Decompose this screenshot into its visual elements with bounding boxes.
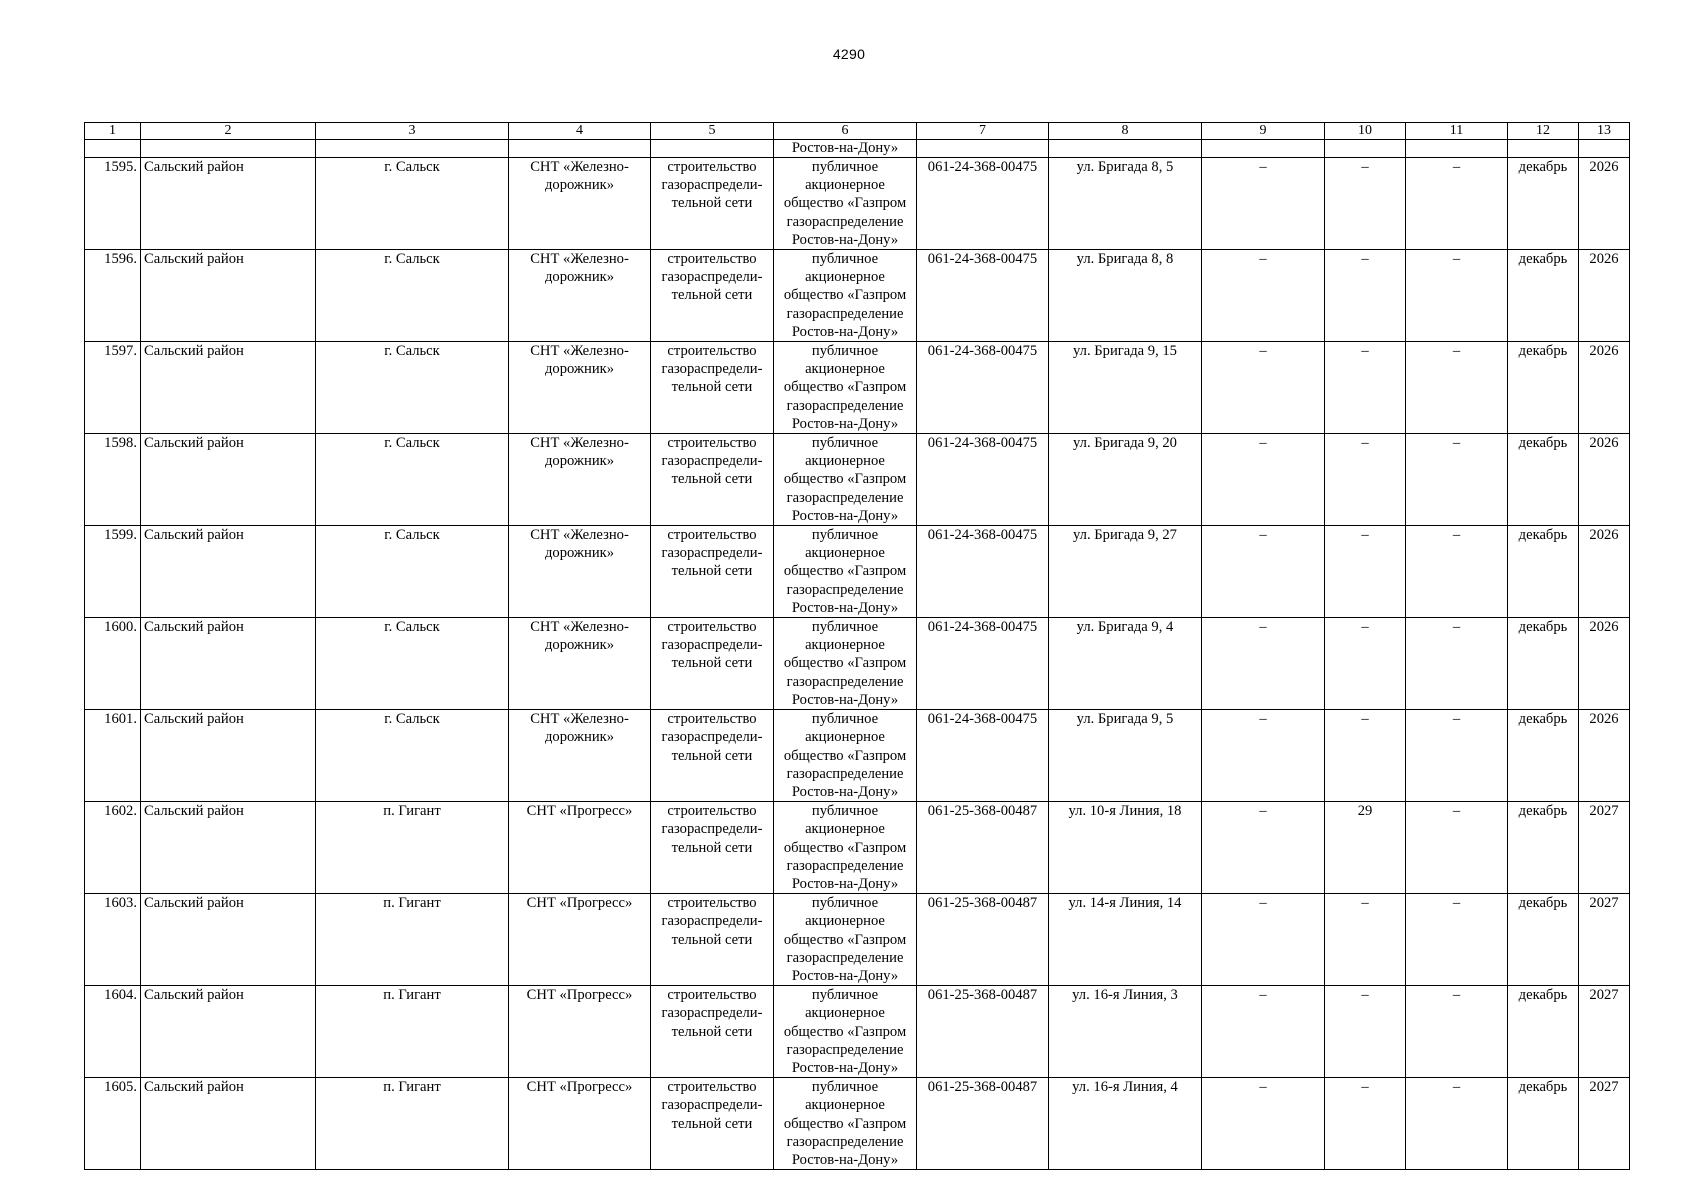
month-cell: декабрь: [1508, 434, 1579, 526]
month-cell: декабрь: [1508, 526, 1579, 618]
month-cell: декабрь: [1508, 250, 1579, 342]
registry-table: [84, 122, 1630, 1170]
column-number: 12: [1508, 123, 1579, 140]
column-11-cell: –: [1406, 434, 1508, 526]
year-cell: 2027: [1579, 894, 1630, 986]
snt-cell: СНТ «Прогресс»: [509, 1078, 651, 1170]
district-cell: Сальский район: [141, 526, 316, 618]
column-11-cell: –: [1406, 526, 1508, 618]
row-number: 1599.: [85, 526, 141, 618]
program-code-cell: 061-24-368-00475: [917, 618, 1049, 710]
locality-cell: г. Сальск: [316, 250, 509, 342]
table-cell: [1325, 140, 1406, 158]
column-10-cell: –: [1325, 894, 1406, 986]
column-number: 10: [1325, 123, 1406, 140]
work-type-cell: строительство газораспредели-тельной сети: [651, 1078, 774, 1170]
program-code-cell: 061-25-368-00487: [917, 802, 1049, 894]
column-11-cell: –: [1406, 158, 1508, 250]
row-number: 1596.: [85, 250, 141, 342]
table-cell: [1202, 140, 1325, 158]
table-cell: [1579, 140, 1630, 158]
district-cell: Сальский район: [141, 986, 316, 1078]
row-number: 1597.: [85, 342, 141, 434]
table-row: [85, 710, 1630, 802]
district-cell: Сальский район: [141, 618, 316, 710]
locality-cell: г. Сальск: [316, 618, 509, 710]
column-10-cell: 29: [1325, 802, 1406, 894]
column-10-cell: –: [1325, 250, 1406, 342]
column-number: 1: [85, 123, 141, 140]
address-cell: ул. Бригада 9, 4: [1049, 618, 1202, 710]
table-cell: [1508, 140, 1579, 158]
district-cell: Сальский район: [141, 250, 316, 342]
month-cell: декабрь: [1508, 802, 1579, 894]
locality-cell: г. Сальск: [316, 710, 509, 802]
address-cell: ул. Бригада 8, 8: [1049, 250, 1202, 342]
table-cell: [651, 140, 774, 158]
locality-cell: п. Гигант: [316, 1078, 509, 1170]
table-row: [85, 986, 1630, 1078]
address-cell: ул. Бригада 9, 20: [1049, 434, 1202, 526]
table-row: [85, 802, 1630, 894]
organization-cell: публичное акционерное общество «Газпром газораспределение Ростов-на-Дону»: [774, 158, 917, 250]
column-10-cell: –: [1325, 434, 1406, 526]
row-number: 1598.: [85, 434, 141, 526]
table-row: [85, 342, 1630, 434]
table-cell: [509, 140, 651, 158]
row-number: 1603.: [85, 894, 141, 986]
work-type-cell: строительство газораспредели-тельной сети: [651, 526, 774, 618]
year-cell: 2026: [1579, 250, 1630, 342]
column-number: 4: [509, 123, 651, 140]
column-9-cell: –: [1202, 158, 1325, 250]
column-9-cell: –: [1202, 802, 1325, 894]
locality-cell: г. Сальск: [316, 526, 509, 618]
snt-cell: СНТ «Железно-дорожник»: [509, 342, 651, 434]
column-9-cell: –: [1202, 434, 1325, 526]
column-9-cell: –: [1202, 986, 1325, 1078]
table-cell: [1049, 140, 1202, 158]
row-number: 1601.: [85, 710, 141, 802]
month-cell: декабрь: [1508, 894, 1579, 986]
table-row: [85, 894, 1630, 986]
district-cell: Сальский район: [141, 1078, 316, 1170]
year-cell: 2026: [1579, 342, 1630, 434]
work-type-cell: строительство газораспредели-тельной сети: [651, 434, 774, 526]
organization-cell: публичное акционерное общество «Газпром газораспределение Ростов-на-Дону»: [774, 526, 917, 618]
address-cell: ул. 16-я Линия, 4: [1049, 1078, 1202, 1170]
year-cell: 2026: [1579, 526, 1630, 618]
year-cell: 2027: [1579, 1078, 1630, 1170]
table-row: [85, 1078, 1630, 1170]
snt-cell: СНТ «Прогресс»: [509, 802, 651, 894]
page-number: 4290: [832, 46, 866, 62]
table-row: [85, 526, 1630, 618]
column-11-cell: –: [1406, 986, 1508, 1078]
column-11-cell: –: [1406, 802, 1508, 894]
column-number: 13: [1579, 123, 1630, 140]
program-code-cell: 061-24-368-00475: [917, 342, 1049, 434]
column-9-cell: –: [1202, 526, 1325, 618]
snt-cell: СНТ «Железно-дорожник»: [509, 618, 651, 710]
address-cell: ул. Бригада 9, 5: [1049, 710, 1202, 802]
program-code-cell: 061-25-368-00487: [917, 986, 1049, 1078]
locality-cell: п. Гигант: [316, 894, 509, 986]
district-cell: Сальский район: [141, 342, 316, 434]
snt-cell: СНТ «Железно-дорожник»: [509, 158, 651, 250]
table-cell: [1406, 140, 1508, 158]
column-10-cell: –: [1325, 986, 1406, 1078]
column-11-cell: –: [1406, 342, 1508, 434]
column-10-cell: –: [1325, 526, 1406, 618]
column-number: 2: [141, 123, 316, 140]
snt-cell: СНТ «Железно-дорожник»: [509, 710, 651, 802]
organization-cell: публичное акционерное общество «Газпром газораспределение Ростов-на-Дону»: [774, 434, 917, 526]
row-number: 1604.: [85, 986, 141, 1078]
organization-cell: публичное акционерное общество «Газпром газораспределение Ростов-на-Дону»: [774, 986, 917, 1078]
locality-cell: п. Гигант: [316, 802, 509, 894]
district-cell: Сальский район: [141, 158, 316, 250]
row-number: 1595.: [85, 158, 141, 250]
column-11-cell: –: [1406, 250, 1508, 342]
locality-cell: г. Сальск: [316, 342, 509, 434]
column-9-cell: –: [1202, 250, 1325, 342]
work-type-cell: строительство газораспредели-тельной сети: [651, 250, 774, 342]
year-cell: 2026: [1579, 618, 1630, 710]
column-number: 8: [1049, 123, 1202, 140]
program-code-cell: 061-24-368-00475: [917, 526, 1049, 618]
column-number: 3: [316, 123, 509, 140]
program-code-cell: 061-25-368-00487: [917, 894, 1049, 986]
locality-cell: п. Гигант: [316, 986, 509, 1078]
address-cell: ул. Бригада 8, 5: [1049, 158, 1202, 250]
organization-cell: публичное акционерное общество «Газпром газораспределение Ростов-на-Дону»: [774, 342, 917, 434]
carry-over-org-text: Ростов-на-Дону»: [774, 140, 917, 158]
address-cell: ул. 10-я Линия, 18: [1049, 802, 1202, 894]
column-number: 11: [1406, 123, 1508, 140]
work-type-cell: строительство газораспредели-тельной сети: [651, 986, 774, 1078]
column-9-cell: –: [1202, 894, 1325, 986]
column-number: 6: [774, 123, 917, 140]
table-cell: [85, 140, 141, 158]
column-9-cell: –: [1202, 710, 1325, 802]
snt-cell: СНТ «Железно-дорожник»: [509, 526, 651, 618]
column-11-cell: –: [1406, 1078, 1508, 1170]
work-type-cell: строительство газораспредели-тельной сети: [651, 342, 774, 434]
row-number: 1605.: [85, 1078, 141, 1170]
year-cell: 2026: [1579, 710, 1630, 802]
month-cell: декабрь: [1508, 618, 1579, 710]
snt-cell: СНТ «Прогресс»: [509, 986, 651, 1078]
district-cell: Сальский район: [141, 710, 316, 802]
snt-cell: СНТ «Прогресс»: [509, 894, 651, 986]
work-type-cell: строительство газораспредели-тельной сети: [651, 618, 774, 710]
district-cell: Сальский район: [141, 434, 316, 526]
program-code-cell: 061-25-368-00487: [917, 1078, 1049, 1170]
district-cell: Сальский район: [141, 802, 316, 894]
organization-cell: публичное акционерное общество «Газпром газораспределение Ростов-на-Дону»: [774, 802, 917, 894]
work-type-cell: строительство газораспредели-тельной сети: [651, 802, 774, 894]
column-10-cell: –: [1325, 1078, 1406, 1170]
column-10-cell: –: [1325, 342, 1406, 434]
table-cell: [141, 140, 316, 158]
column-number: 7: [917, 123, 1049, 140]
address-cell: ул. 16-я Линия, 3: [1049, 986, 1202, 1078]
program-code-cell: 061-24-368-00475: [917, 158, 1049, 250]
table-row: [85, 434, 1630, 526]
year-cell: 2026: [1579, 158, 1630, 250]
work-type-cell: строительство газораспредели-тельной сети: [651, 158, 774, 250]
program-code-cell: 061-24-368-00475: [917, 710, 1049, 802]
column-number: 9: [1202, 123, 1325, 140]
organization-cell: публичное акционерное общество «Газпром газораспределение Ростов-на-Дону»: [774, 618, 917, 710]
organization-cell: публичное акционерное общество «Газпром газораспределение Ростов-на-Дону»: [774, 894, 917, 986]
organization-cell: публичное акционерное общество «Газпром газораспределение Ростов-на-Дону»: [774, 710, 917, 802]
table-cell: [316, 140, 509, 158]
locality-cell: г. Сальск: [316, 434, 509, 526]
address-cell: ул. Бригада 9, 15: [1049, 342, 1202, 434]
table-row: [85, 250, 1630, 342]
program-code-cell: 061-24-368-00475: [917, 250, 1049, 342]
work-type-cell: строительство газораспредели-тельной сети: [651, 894, 774, 986]
month-cell: декабрь: [1508, 986, 1579, 1078]
snt-cell: СНТ «Железно-дорожник»: [509, 434, 651, 526]
column-11-cell: –: [1406, 618, 1508, 710]
column-number-row: [85, 123, 1630, 140]
locality-cell: г. Сальск: [316, 158, 509, 250]
month-cell: декабрь: [1508, 342, 1579, 434]
row-number: 1600.: [85, 618, 141, 710]
column-number: 5: [651, 123, 774, 140]
month-cell: декабрь: [1508, 1078, 1579, 1170]
column-9-cell: –: [1202, 618, 1325, 710]
address-cell: ул. 14-я Линия, 14: [1049, 894, 1202, 986]
column-11-cell: –: [1406, 710, 1508, 802]
row-number: 1602.: [85, 802, 141, 894]
column-9-cell: –: [1202, 1078, 1325, 1170]
table-row: [85, 158, 1630, 250]
carry-over-row: [85, 140, 1630, 158]
table-row: [85, 618, 1630, 710]
month-cell: декабрь: [1508, 158, 1579, 250]
column-10-cell: –: [1325, 618, 1406, 710]
column-10-cell: –: [1325, 158, 1406, 250]
column-9-cell: –: [1202, 342, 1325, 434]
year-cell: 2026: [1579, 434, 1630, 526]
year-cell: 2027: [1579, 986, 1630, 1078]
column-11-cell: –: [1406, 894, 1508, 986]
organization-cell: публичное акционерное общество «Газпром газораспределение Ростов-на-Дону»: [774, 1078, 917, 1170]
column-10-cell: –: [1325, 710, 1406, 802]
table-cell: [917, 140, 1049, 158]
district-cell: Сальский район: [141, 894, 316, 986]
snt-cell: СНТ «Железно-дорожник»: [509, 250, 651, 342]
organization-cell: публичное акционерное общество «Газпром газораспределение Ростов-на-Дону»: [774, 250, 917, 342]
program-code-cell: 061-24-368-00475: [917, 434, 1049, 526]
address-cell: ул. Бригада 9, 27: [1049, 526, 1202, 618]
year-cell: 2027: [1579, 802, 1630, 894]
month-cell: декабрь: [1508, 710, 1579, 802]
work-type-cell: строительство газораспредели-тельной сети: [651, 710, 774, 802]
